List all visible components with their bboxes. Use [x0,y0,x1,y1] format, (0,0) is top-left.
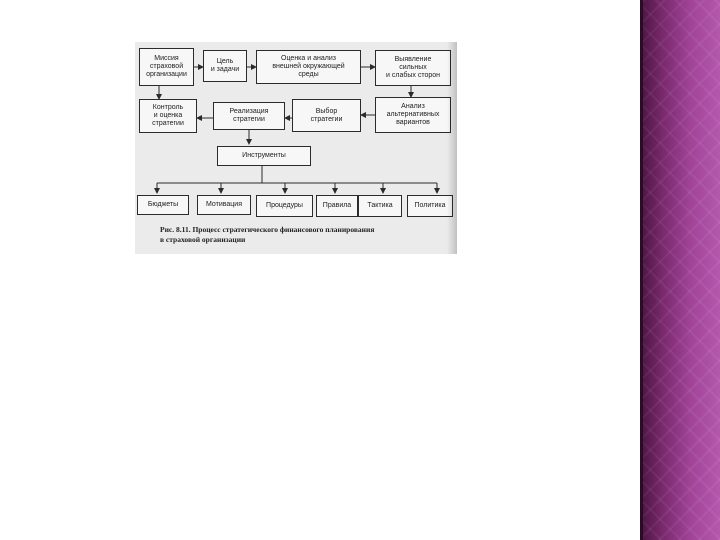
box-procedures: Процедуры [256,195,313,217]
box-tactics: Тактика [358,195,402,217]
figure-caption: Рис. 8.11. Процесс стратегического финансового планирования в страховой организации [160,225,375,244]
box-mission: Миссия страховой организации [139,48,194,86]
box-assessment: Оценка и анализ внешней окружающей среды [256,50,361,84]
box-implementation: Реализация стратегии [213,102,285,130]
box-choice: Выбор стратегии [292,99,361,132]
box-rules: Правила [316,195,358,217]
scan-shadow [447,42,457,254]
box-alternatives: Анализ альтернативных вариантов [375,97,451,133]
decorative-sidebar [640,0,720,540]
box-goals: Цель и задачи [203,50,247,82]
box-strengths: Выявление сильных и слабых сторон [375,50,451,86]
sidebar-edge [640,0,643,540]
box-policy: Политика [407,195,453,217]
diagram-image [135,42,457,254]
box-budgets: Бюджеты [137,195,189,215]
box-instruments: Инструменты [217,146,311,166]
box-motivation: Мотивация [197,195,251,215]
box-control: Контроль и оценка стратегии [139,99,197,133]
